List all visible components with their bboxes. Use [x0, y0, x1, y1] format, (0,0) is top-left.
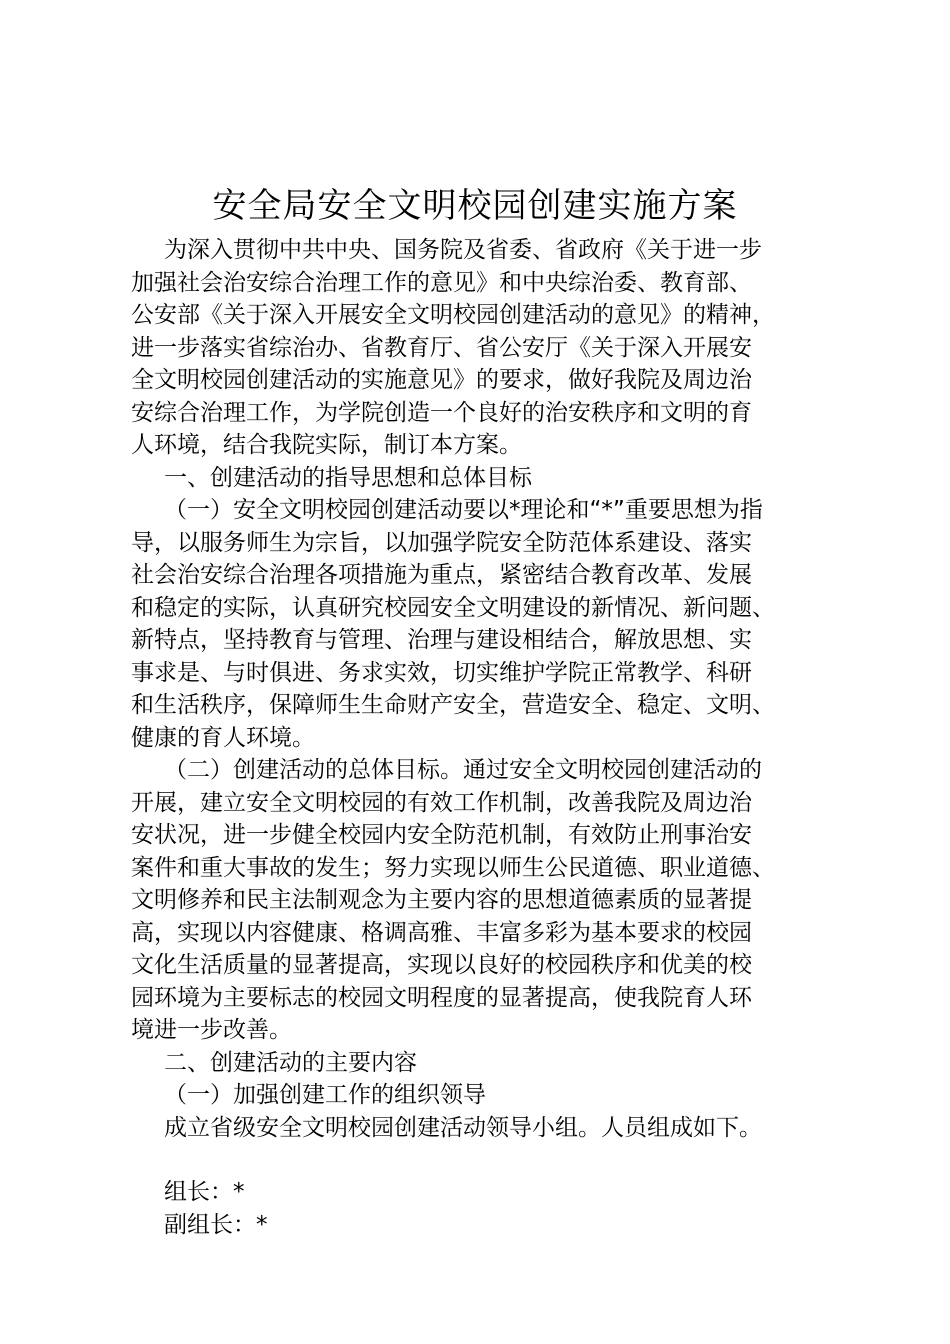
team-leader-line: 组长：* [164, 1179, 245, 1205]
paragraph-line: 公安部《关于深入开展安全文明校园创建活动的意见》的精神， [131, 302, 775, 328]
paragraph-line: （二）创建活动的总体目标。通过安全文明校园创建活动的 [164, 757, 762, 783]
document-title: 安全局安全文明校园创建实施方案 [212, 186, 738, 226]
paragraph-line: 和稳定的实际，认真研究校园安全文明建设的新情况、新问题、 [131, 594, 775, 621]
paragraph-line: 事求是、与时俱进、务求实效，切实维护学院正常教学、科研 [131, 659, 752, 686]
paragraph-line: 加强社会治安综合治理工作的意见》和中央综治委、教育部、 [131, 269, 752, 296]
paragraph-line: 安状况，进一步健全校园内安全防范机制，有效防止刑事治安 [131, 822, 752, 848]
paragraph-line: 高，实现以内容健康、格调高雅、丰富多彩为基本要求的校园 [131, 919, 752, 946]
paragraph-line: 成立省级安全文明校园创建活动领导小组。人员组成如下。 [164, 1114, 762, 1141]
section-heading: 一、创建活动的指导思想和总体目标 [164, 464, 532, 491]
paragraph-line: 社会治安综合治理各项措施为重点，紧密结合教育改革、发展 [131, 562, 752, 588]
paragraph-line: （一）安全文明校园创建活动要以*理论和“*”重要思想为指 [164, 497, 763, 523]
paragraph-line: 健康的育人环境。 [131, 724, 315, 751]
deputy-leader-line: 副组长：* [164, 1211, 268, 1238]
paragraph-line: 文明修养和民主法制观念为主要内容的思想道德素质的显著提 [131, 887, 752, 913]
paragraph-line: 境进一步改善。 [131, 1017, 292, 1043]
paragraph-line: 文化生活质量的显著提高，实现以良好的校园秩序和优美的校 [131, 952, 752, 978]
paragraph-line: 开展，建立安全文明校园的有效工作机制，改善我院及周边治 [131, 789, 752, 816]
paragraph-line: 案件和重大事故的发生；努力实现以师生公民道德、职业道德、 [131, 854, 775, 881]
paragraph-line: 进一步落实省综治办、省教育厅、省公安厅《关于深入开展安 [131, 334, 752, 361]
section-heading: 二、创建活动的主要内容 [164, 1049, 417, 1076]
paragraph-line: 园环境为主要标志的校园文明程度的显著提高，使我院育人环 [131, 984, 752, 1011]
subsection-heading: （一）加强创建工作的组织领导 [164, 1082, 486, 1108]
paragraph-line: 新特点，坚持教育与管理、治理与建设相结合，解放思想、实 [131, 627, 752, 653]
paragraph-line: 全文明校园创建活动的实施意见》的要求，做好我院及周边治 [131, 367, 752, 393]
document-body [131, 234, 831, 1241]
paragraph-line: 安综合治理工作，为学院创造一个良好的治安秩序和文明的育 [131, 399, 752, 426]
paragraph-line: 为深入贯彻中共中央、国务院及省委、省政府《关于进一步 [164, 237, 762, 263]
paragraph-line: 和生活秩序，保障师生生命财产安全，营造安全、稳定、文明、 [131, 692, 775, 718]
blank-line [131, 1144, 831, 1176]
paragraph-line: 导，以服务师生为宗旨，以加强学院安全防范体系建设、落实 [131, 529, 752, 556]
paragraph-line: 人环境，结合我院实际，制订本方案。 [131, 432, 522, 458]
